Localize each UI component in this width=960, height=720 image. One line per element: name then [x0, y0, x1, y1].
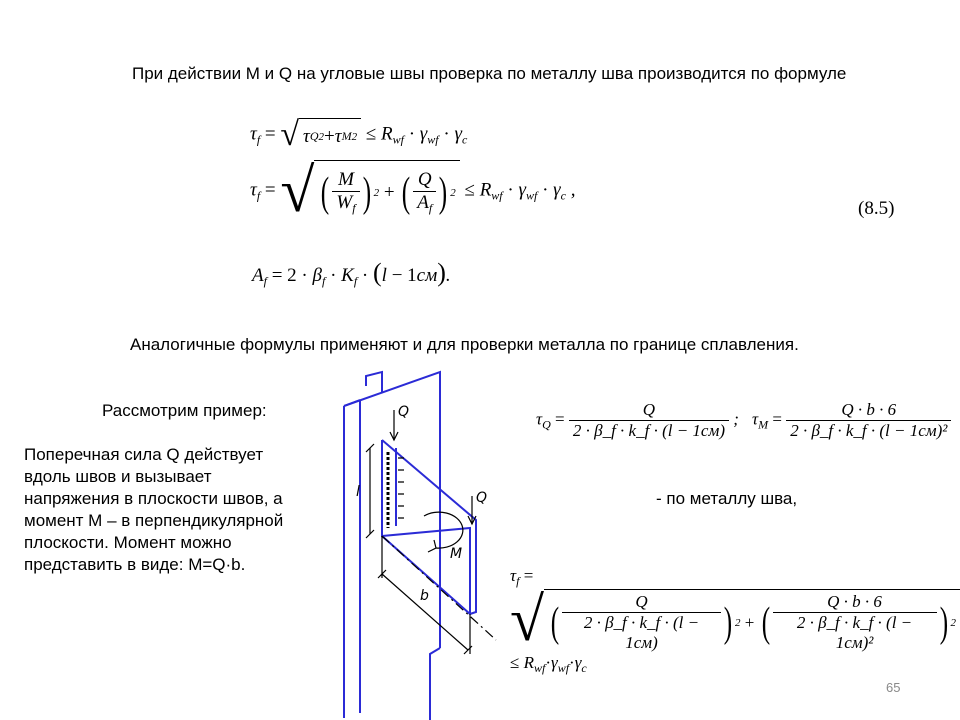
formula-tau-m: $\tau_M$ = $\frac{Q \cdot b \cdot 6}{\text{2 · β\_f · k\_f · (l − 1см)²}}$ — [752, 400, 951, 441]
example-line: момент М – в перпендикулярной — [24, 511, 284, 530]
page-number: 65 — [886, 680, 901, 695]
formula-tau-f-expanded: $\tau_f$ = √ ( $\frac{M}{W_f}$ ) 2 + ( $\frac{Q}{A_f}$ ) 2 ≤ $R_{wf} \cdot \gamma_{wf} \cdot \gamma_c$ , — [250, 157, 576, 225]
example-heading: Рассмотрим пример: — [102, 401, 267, 420]
diagram-moment: M — [450, 546, 463, 562]
formula-area: $A_f = 2 \cdot \beta_f \cdot K_f \cdot (l - 1см)$. — [252, 258, 451, 288]
equation-number: (8.5) — [858, 198, 895, 219]
diagram-arm: b — [420, 588, 429, 604]
heading: При действии М и Q на угловые швы проверка по металлу шва производится по формуле — [132, 64, 847, 83]
formula-tau-f-final: $\tau_f$ = √ ( $\frac{Q}{2 \cdot \beta\_f \cdot k\_f \cdot (l - 1см)}$ ) 2 + ( $\frac{Q \cdot b \cdot 6}{\text{2 · β\_f · k\_f · (l − 1см)²}}$ ) 2 ≤ $R_{wf}\cdot\gamma_{wf}\cdot\gamma_c$ — [510, 566, 960, 676]
example-paragraph — [24, 444, 344, 576]
example-line: напряжения в плоскости швов, а — [24, 489, 283, 508]
formula-tau-q: $\tau_Q$ = $\frac{Q}{2 \cdot \beta\_f \cdot k\_f \cdot (l - 1см)}$ ; — [536, 400, 739, 440]
weld-diagram — [300, 368, 510, 720]
similar-note: Аналогичные формулы применяют и для проверки металла по границе сплавления. — [130, 335, 799, 354]
diagram-q-right: Q — [476, 490, 488, 506]
example-line: вдоль швов и вызывает — [24, 467, 212, 486]
weld-metal-note: - по металлу шва, — [656, 489, 798, 508]
diagram-length: l — [356, 484, 360, 500]
diagram-q-top: Q — [398, 404, 410, 420]
formula-tau-f-basic: $\tau_f$ = √ τ Q 2 + τ M 2 ≤ $R_{wf} \cdot \gamma_{wf} \cdot \gamma_c$ — [250, 116, 468, 153]
example-line: представить в виде: M=Q·b. — [24, 555, 246, 574]
example-line: плоскости. Момент можно — [24, 533, 232, 552]
example-line: Поперечная сила Q действует — [24, 445, 264, 464]
